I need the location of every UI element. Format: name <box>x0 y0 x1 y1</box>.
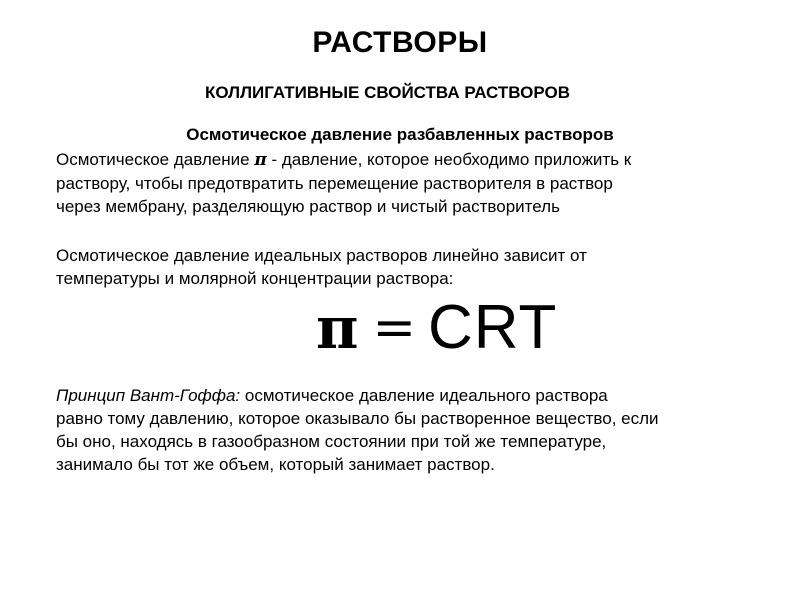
dependence-line-2: температуры и молярной концентрации раствора: <box>56 269 454 288</box>
principle-line-3: бы оно, находясь в газообразном состоянии при той же температуре, <box>56 432 607 451</box>
osmotic-pressure-formula <box>316 293 558 362</box>
principle-line-2: равно тому давлению, которое оказывало бы растворенное вещество, если <box>56 409 659 428</box>
formula-pi: π <box>316 294 359 362</box>
pi-symbol: π <box>254 150 267 170</box>
formula-equals: = <box>372 298 417 358</box>
vant-hoff-paragraph <box>56 384 786 476</box>
principle-line-4: занимало бы тот же объем, который занимает раствор. <box>56 455 495 474</box>
principle-name: Принцип Вант-Гоффа: <box>56 386 241 405</box>
definition-line-1-start: Осмотическое давление <box>56 150 255 169</box>
definition-line-3: через мембрану, разделяющую раствор и чистый растворитель <box>56 197 560 216</box>
principle-line-1 <box>56 384 786 407</box>
definition-paragraph <box>56 148 786 218</box>
definition-line-1-end: - давление, которое необходимо приложить к <box>266 150 632 169</box>
definition-line-1 <box>56 148 786 172</box>
slide-subtitle: КОЛЛИГАТИВНЫЕ СВОЙСТВА РАСТВОРОВ <box>205 83 570 102</box>
principle-line-1-rest: осмотическое давление идеального раствора <box>240 386 608 405</box>
dependence-paragraph <box>56 244 786 290</box>
slide-title: РАСТВОРЫ <box>312 26 488 59</box>
formula-crt: CRT <box>428 293 558 362</box>
definition-line-2: раствору, чтобы предотвратить перемещение растворителя в раствор <box>56 174 613 193</box>
dependence-line-1: Осмотическое давление идеальных растворов линейно зависит от <box>56 246 587 265</box>
section-heading: Осмотическое давление разбавленных растворов <box>186 125 614 144</box>
